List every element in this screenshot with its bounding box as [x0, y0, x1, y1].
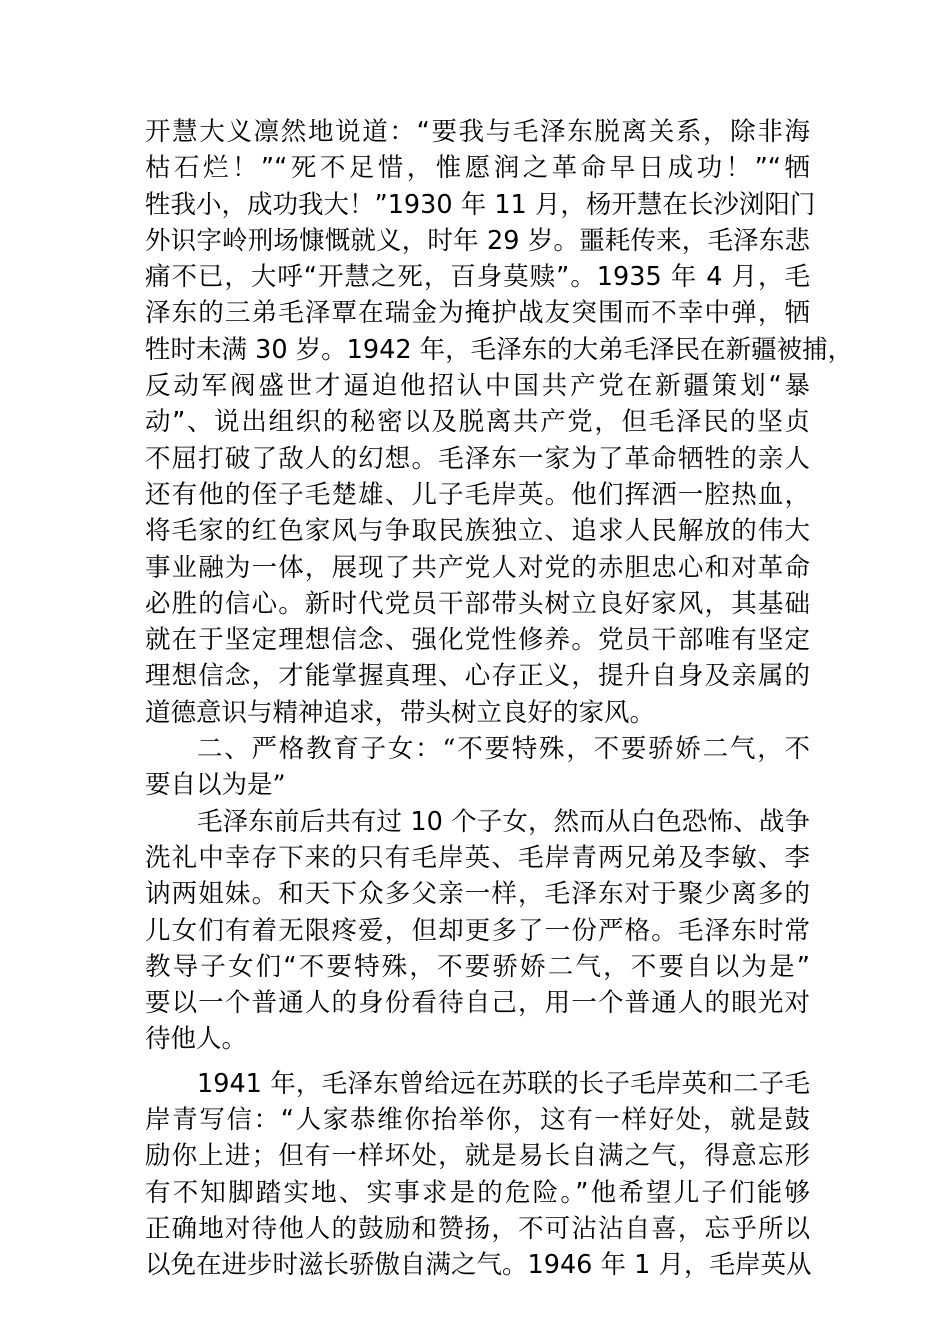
paragraph-continuation	[145, 114, 854, 731]
text-line: 外识字岭刑场慷慨就义，时年 29 岁。噩耗传来，毛泽东悲	[145, 225, 810, 256]
text-line: 泽东的三弟毛泽覃在瑞金为掩护战友突围而不幸中弹，牺	[145, 298, 810, 329]
text-line: 不屈打破了敌人的幻想。毛泽东一家为了革命牺牲的亲人	[145, 443, 810, 474]
text-line: 理想信念，才能掌握真理、心存正义，提升自身及亲属的	[145, 661, 810, 692]
text-line: 开慧大义凛然地说道：“要我与毛泽东脱离关系，除非海	[145, 117, 810, 147]
text-line: 反动军阀盛世才逼迫他招认中国共产党在新疆策划“暴	[145, 371, 810, 402]
text-line: 岸青写信：“人家恭维你抬举你，这有一样好处，就是鼓	[145, 1105, 810, 1136]
text-line: 事业融为一体，展现了共产党人对党的赤胆忠心和对革命	[145, 552, 810, 583]
text-line: 必胜的信心。新时代党员干部带头树立良好家风，其基础	[145, 588, 810, 619]
document-body	[145, 114, 854, 1284]
heading-line: 要自以为是”	[145, 770, 286, 801]
text-line: 正确地对待他人的鼓励和赞扬，不可沾沾自喜，忘乎所以	[145, 1213, 810, 1244]
paragraph-spacer	[145, 1058, 810, 1066]
text-line: 牲我小，成功我大！”1930 年 11 月，杨开慧在长沙浏阳门	[145, 189, 816, 220]
text-line: 毛泽东前后共有过 10 个子女，然而从白色恐怖、战争	[197, 806, 810, 837]
text-line: 儿女们有着无限疼爱，但却更多了一份严格。毛泽东时常	[145, 915, 810, 946]
text-line: 有不知脚踏实地、实事求是的危险。”他希望儿子们能够	[145, 1177, 810, 1208]
text-line: 牲时未满 30 岁。1942 年，毛泽东的大弟毛泽民在新疆被捕，	[145, 334, 854, 365]
section-heading	[145, 731, 810, 804]
text-line: 将毛家的红色家风与争取民族独立、追求人民解放的伟大	[145, 516, 810, 547]
paragraph-children	[145, 804, 810, 1058]
text-line: 以免在进步时滋长骄傲自满之气。1946 年 1 月，毛岸英从	[145, 1250, 812, 1281]
text-line: 洗礼中幸存下来的只有毛岸英、毛岸青两兄弟及李敏、李	[145, 842, 810, 873]
text-line: 动”、说出组织的秘密以及脱离共产党，但毛泽民的坚贞	[145, 407, 810, 438]
text-line: 教导子女们“不要特殊，不要骄娇二气，不要自以为是”	[145, 951, 810, 982]
text-line: 待他人。	[145, 1024, 248, 1055]
text-line: 道德意识与精神追求，带头树立良好的家风。	[145, 697, 656, 728]
text-line: 1941 年，毛泽东曾给远在苏联的长子毛岸英和二子毛	[197, 1068, 810, 1099]
text-line: 还有他的侄子毛楚雄、儿子毛岸英。他们挥洒一腔热血，	[145, 479, 810, 510]
text-line: 讷两姐妹。和天下众多父亲一样，毛泽东对于聚少离多的	[145, 879, 810, 910]
text-line: 痛不已，大呼“开慧之死，百身莫赎”。1935 年 4 月，毛	[145, 262, 810, 293]
text-line: 励你上进；但有一样坏处，就是易长自满之气，得意忘形	[145, 1141, 810, 1172]
text-line: 就在于坚定理想信念、强化党性修养。党员干部唯有坚定	[145, 625, 810, 656]
paragraph-letter	[145, 1066, 810, 1284]
heading-line: 二、严格教育子女：“不要特殊，不要骄娇二气，不	[197, 734, 810, 765]
text-line: 要以一个普通人的身份看待自己，用一个普通人的眼光对	[145, 988, 810, 1019]
text-line: 枯石烂！”“死不足惜，惟愿润之革命早日成功！”“牺	[145, 153, 810, 184]
